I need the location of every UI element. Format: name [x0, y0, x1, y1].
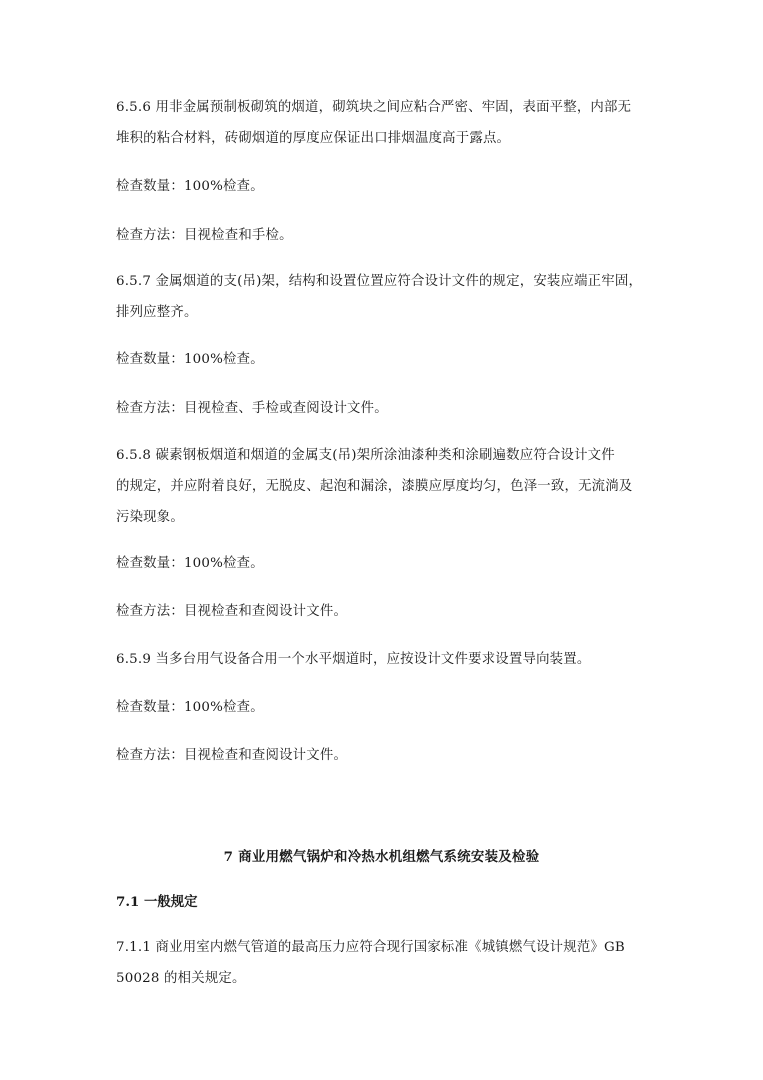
clause-6-5-6-line-2: 堆积的粘合材料，砖砌烟道的厚度应保证出口排烟温度高于露点。 [116, 131, 511, 146]
clause-6-5-8-inspection-quantity: 检查数量：100%检查。 [116, 556, 264, 571]
clause-6-5-9-inspection-method: 检查方法：目视检查和查阅设计文件。 [116, 748, 348, 763]
clause-6-5-7 [116, 266, 656, 328]
section-7-1-title: 7.1 一般规定 [116, 894, 198, 910]
chapter-7-title: 7 商业用燃气锅炉和冷热水机组燃气系统安装及检验 [223, 849, 540, 865]
clause-6-5-6 [116, 92, 656, 154]
clause-6-5-6-inspection-quantity: 检查数量：100%检查。 [116, 179, 264, 194]
clause-6-5-7-line-1: 6.5.7 金属烟道的支(吊)架，结构和设置位置应符合设计文件的规定，安装应端正牢固， [116, 274, 643, 289]
clause-6-5-9: 6.5.9 当多台用气设备合用一个水平烟道时，应按设计文件要求设置导向装置。 [116, 652, 591, 667]
clause-6-5-7-inspection-method: 检查方法：目视检查、手检或查阅设计文件。 [116, 401, 388, 416]
clause-6-5-6-inspection-method: 检查方法：目视检查和手检。 [116, 228, 293, 243]
clause-6-5-7-inspection-quantity: 检查数量：100%检查。 [116, 352, 264, 367]
clause-7-1-1-line-1: 7.1.1 商业用室内燃气管道的最高压力应符合现行国家标准《城镇燃气设计规范》GB [116, 940, 625, 955]
clause-6-5-7-line-2: 排列应整齐。 [116, 305, 198, 320]
clause-6-5-6-line-1: 6.5.6 用非金属预制板砌筑的烟道，砌筑块之间应粘合严密、牢固，表面平整，内部无 [116, 100, 632, 115]
clause-6-5-8-line-1: 6.5.8 碳素钢板烟道和烟道的金属支(吊)架所涂油漆种类和涂刷遍数应符合设计文件 [116, 448, 615, 463]
clause-7-1-1 [116, 932, 656, 994]
clause-6-5-8-line-3: 污染现象。 [116, 510, 184, 525]
clause-6-5-8-line-2: 的规定，并应附着良好，无脱皮、起泡和漏涂，漆膜应厚度均匀，色泽一致，无流淌及 [116, 479, 633, 494]
clause-7-1-1-line-2: 50028 的相关规定。 [116, 971, 246, 986]
clause-6-5-9-inspection-quantity: 检查数量：100%检查。 [116, 700, 264, 715]
clause-6-5-8-inspection-method: 检查方法：目视检查和查阅设计文件。 [116, 604, 348, 619]
clause-6-5-8 [116, 440, 656, 533]
